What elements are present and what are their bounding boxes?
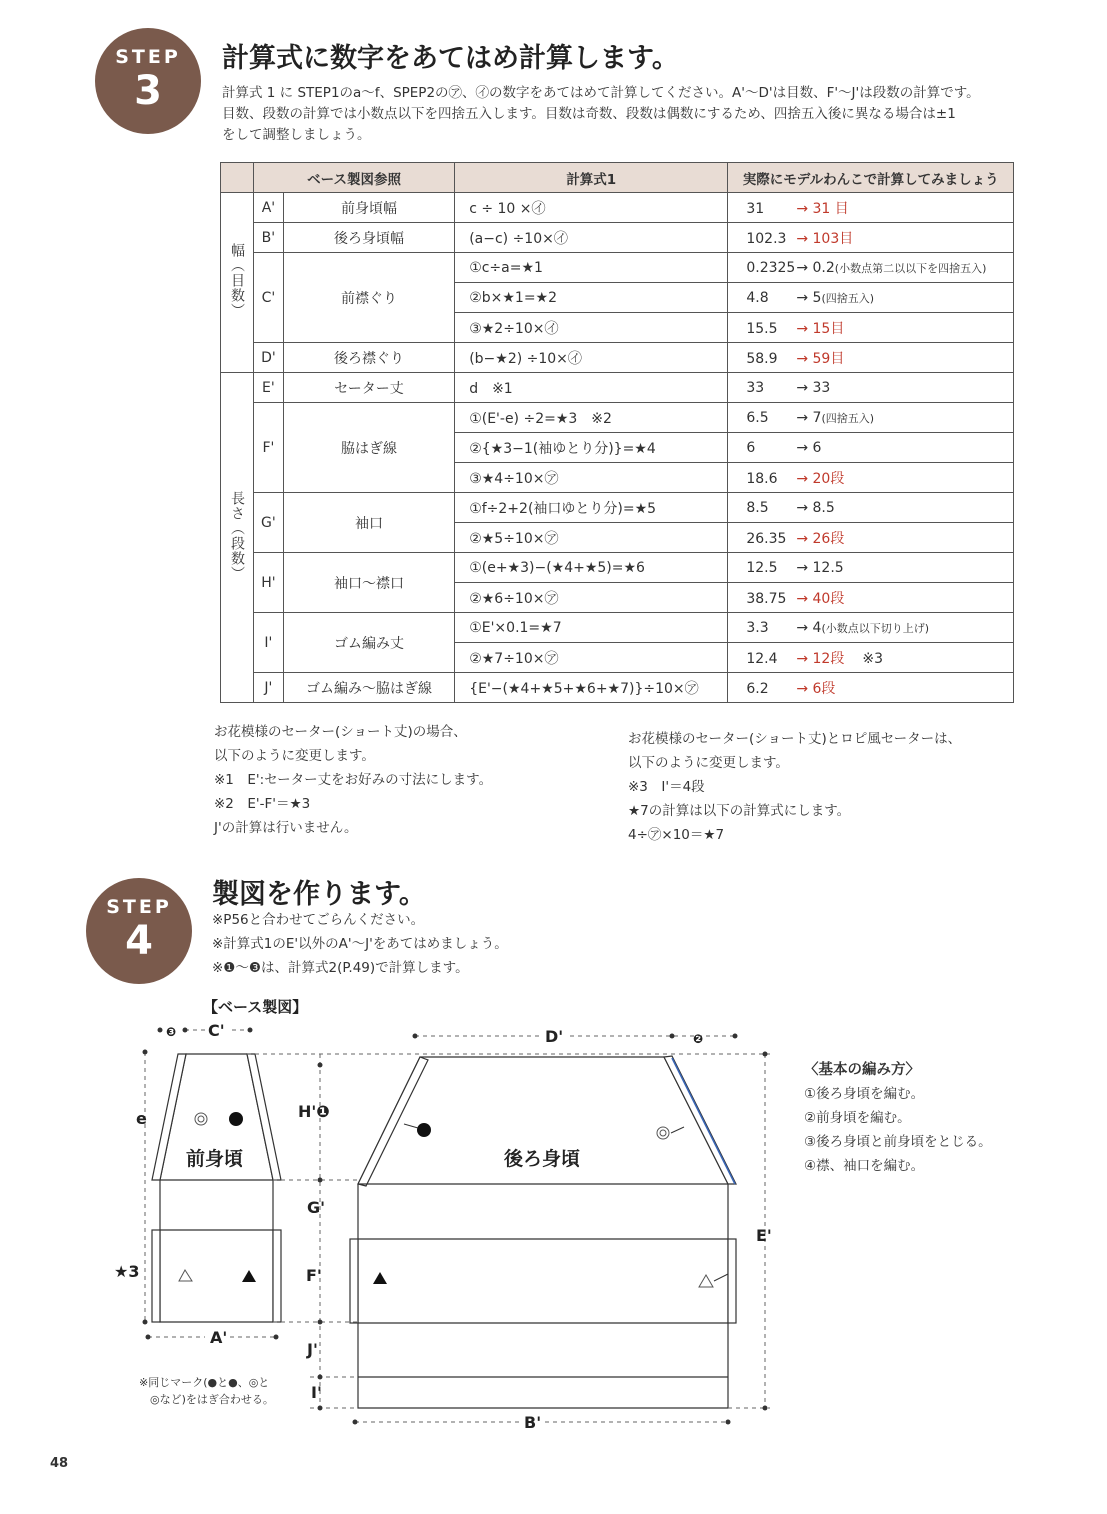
formula-cell: ①c÷a=★1 — [455, 253, 728, 283]
calc-result: → 8.5 — [796, 499, 835, 516]
step4-badge-label: STEP — [106, 896, 172, 918]
label-b: B' — [524, 1413, 542, 1432]
mark-3: ❸ — [166, 1025, 177, 1039]
label-h: H'❶ — [298, 1102, 330, 1121]
label-d: D' — [545, 1027, 564, 1046]
header-base: ベース製図参照 — [254, 163, 455, 193]
front-body-label: 前身頃 — [186, 1148, 244, 1170]
calc-value: 6.5 — [746, 409, 769, 426]
calc-value: 3.3 — [746, 619, 769, 636]
item-name: 後ろ身頃幅 — [283, 223, 454, 253]
formula-cell: c ÷ 10 ×㋑ — [455, 193, 728, 223]
formula-cell: ②★7÷10×㋐ — [455, 643, 728, 673]
label-j: J' — [307, 1340, 318, 1359]
method-step: ④襟、袖口を編む。 — [804, 1158, 925, 1174]
result-note: (四捨五入) — [821, 291, 875, 305]
formula-cell: d ※1 — [455, 373, 728, 403]
calc-value: 38.75 — [746, 590, 787, 607]
item-id: G' — [254, 493, 284, 553]
note-line: ※2 E'-F'＝★3 — [214, 796, 311, 812]
calc-result: → 4 — [796, 619, 822, 636]
calc-result: → 20段 — [796, 470, 845, 487]
step3-desc-line: をして調整しましょう。 — [222, 127, 371, 143]
calc-value: 8.5 — [746, 499, 769, 516]
step4-desc-line: ※❶〜❸は、計算式2(P.49)で計算します。 — [212, 960, 469, 976]
label-c: C' — [208, 1021, 225, 1040]
calc-result: → 40段 — [796, 590, 845, 607]
calc-result: → 31 目 — [796, 200, 849, 217]
note-line: ※1 E':セーター丈をお好みの寸法にします。 — [214, 772, 493, 788]
group-label: 長さ（段数） — [229, 490, 245, 581]
calc-result: → 6段 — [796, 680, 836, 697]
item-name: ゴム編み丈 — [283, 613, 454, 673]
step3-title: 計算式に数字をあてはめ計算します。 — [222, 43, 679, 74]
step3-desc-line: 計算式 1 に STEP1のa〜f、SPEP2の㋐、㋑の数字をあてはめて計算してください。A'〜D'は目数、F'〜J'は段数の計算です。 — [222, 85, 980, 101]
calc-result: → 0.2 — [796, 259, 835, 276]
formula-cell: ①(E'-e) ÷2=★3 ※2 — [455, 403, 728, 433]
header-formula: 計算式1 — [455, 163, 728, 193]
label-f: F' — [306, 1266, 322, 1285]
diagram-note-line: ◎など)をはぎ合わせる。 — [150, 1393, 274, 1406]
method-step: ①後ろ身頃を編む。 — [804, 1086, 925, 1102]
calc-value: 58.9 — [746, 350, 778, 367]
formula-cell: {E'−(★4+★5+★6+★7)}÷10×㋐ — [455, 673, 728, 703]
step4-title: 製図を作ります。 — [212, 879, 426, 910]
step3-desc-line: 目数、段数の計算では小数点以下を四捨五入します。目数は奇数、段数は偶数にするため、四捨五入後に異なる場合は±1 — [222, 106, 956, 122]
item-name: 脇はぎ線 — [283, 403, 454, 493]
item-id: D' — [254, 343, 284, 373]
item-name: ゴム編み〜脇はぎ線 — [283, 673, 454, 703]
formula-cell: ②★5÷10×㋐ — [455, 523, 728, 553]
calc-value: 6.2 — [746, 680, 769, 697]
label-e: e — [136, 1109, 147, 1128]
dot-mark — [417, 1123, 431, 1137]
item-id: I' — [254, 613, 284, 673]
calc-result: → 7 — [796, 409, 822, 426]
formula-cell: ③★2÷10×㋑ — [455, 313, 728, 343]
label-g: G' — [307, 1198, 326, 1217]
calc-value: 102.3 — [746, 230, 787, 247]
back-body-outline — [358, 1057, 728, 1408]
formula-cell: ①(e+★3)−(★4+★5)=★6 — [455, 553, 728, 583]
item-name: 前襟ぐり — [283, 253, 454, 343]
formula-cell: ②★6÷10×㋐ — [455, 583, 728, 613]
label-star3: ★3 — [114, 1262, 140, 1281]
calc-value: 12.5 — [746, 559, 778, 576]
calc-value: 15.5 — [746, 320, 778, 337]
method-title: 〈基本の編み方〉 — [804, 1062, 920, 1078]
header-actual: 実際にモデルわんこで計算してみましょう — [728, 163, 1014, 193]
formula-cell: ①E'×0.1=★7 — [455, 613, 728, 643]
page-number: 48 — [50, 1456, 69, 1471]
method-step: ③後ろ身頃と前身頃をとじる。 — [804, 1134, 992, 1150]
label-a: A' — [210, 1328, 228, 1347]
calc-value: 6 — [746, 439, 756, 456]
note-line: ★7の計算は以下の計算式にします。 — [628, 803, 851, 819]
calc-result: → 5 — [796, 289, 822, 306]
item-name: 後ろ襟ぐり — [283, 343, 454, 373]
diagram-note-line: ※同じマーク(●と●、◎と — [139, 1376, 270, 1389]
calc-value: 18.6 — [746, 470, 778, 487]
item-id: E' — [254, 373, 284, 403]
result-note: (四捨五入) — [821, 411, 875, 425]
note-line: 以下のように変更します。 — [214, 748, 375, 764]
result-note: (小数点以下切り上げ) — [821, 621, 930, 635]
note-line: 4÷㋐×10＝★7 — [628, 827, 725, 843]
item-name: 前身頃幅 — [283, 193, 454, 223]
calc-result: → 103目 — [796, 230, 854, 247]
item-id: C' — [254, 253, 284, 343]
step3-badge-number: 3 — [134, 68, 162, 114]
mark-2: ❷ — [693, 1032, 704, 1046]
formula-cell: (b−★2) ÷10×㋑ — [455, 343, 728, 373]
step4-desc-line: ※計算式1のE'以外のA'〜J'をあてはめましょう。 — [212, 936, 508, 952]
calc-value: 26.35 — [746, 530, 787, 547]
step3-badge-label: STEP — [115, 46, 181, 68]
formula-cell: ②b×★1=★2 — [455, 283, 728, 313]
calc-value: 31 — [746, 200, 765, 217]
formula-cell: ③★4÷10×㋐ — [455, 463, 728, 493]
item-id: F' — [254, 403, 284, 493]
calc-result: → 59目 — [796, 350, 845, 367]
formula-cell: ②{★3−1(袖ゆとり分)}=★4 — [455, 433, 728, 463]
calc-result: → 6 — [796, 439, 822, 456]
group-label: 幅（目数） — [229, 243, 245, 318]
item-id: J' — [254, 673, 284, 703]
note-line: 以下のように変更します。 — [628, 755, 789, 771]
calc-result: → 12段 — [796, 650, 845, 667]
note-line: J'の計算は行いません。 — [214, 820, 358, 836]
calc-value: 12.4 — [746, 650, 778, 667]
formula-cell: (a−c) ÷10×㋑ — [455, 223, 728, 253]
diagram-title: 【ベース製図】 — [203, 998, 308, 1016]
item-name: 袖口 — [283, 493, 454, 553]
result-extra: ※3 — [862, 650, 883, 667]
item-id: B' — [254, 223, 284, 253]
method-step: ②前身頃を編む。 — [804, 1110, 911, 1126]
calc-value: 4.8 — [746, 289, 769, 306]
note-line: ※3 I'＝4段 — [628, 779, 705, 795]
item-id: A' — [254, 193, 284, 223]
calc-result: → 26段 — [796, 530, 845, 547]
calc-value: 33 — [746, 379, 765, 396]
step4-desc-line: ※P56と合わせてごらんください。 — [212, 912, 425, 928]
item-id: H' — [254, 553, 284, 613]
label-i: I' — [311, 1383, 322, 1402]
note-line: お花模様のセーター(ショート丈)の場合、 — [214, 724, 467, 740]
back-body-label: 後ろ身頃 — [504, 1148, 581, 1170]
calc-result: → 33 — [796, 379, 831, 396]
item-name: 袖口〜襟口 — [283, 553, 454, 613]
item-name: セーター丈 — [283, 373, 454, 403]
method-block — [804, 1058, 992, 1178]
calc-value: 0.2325 — [746, 259, 796, 276]
dot-mark — [229, 1112, 243, 1126]
note-line: お花模様のセーター(ショート丈)とロピ風セーターは、 — [628, 731, 962, 747]
label-eprime: E' — [756, 1226, 772, 1245]
formula-cell: ①f÷2+2(袖口ゆとり分)=★5 — [455, 493, 728, 523]
step4-badge-number: 4 — [125, 918, 153, 964]
calc-result: → 15目 — [796, 320, 845, 337]
result-note: (小数点第二以以下を四捨五入) — [834, 261, 987, 275]
calc-result: → 12.5 — [796, 559, 844, 576]
